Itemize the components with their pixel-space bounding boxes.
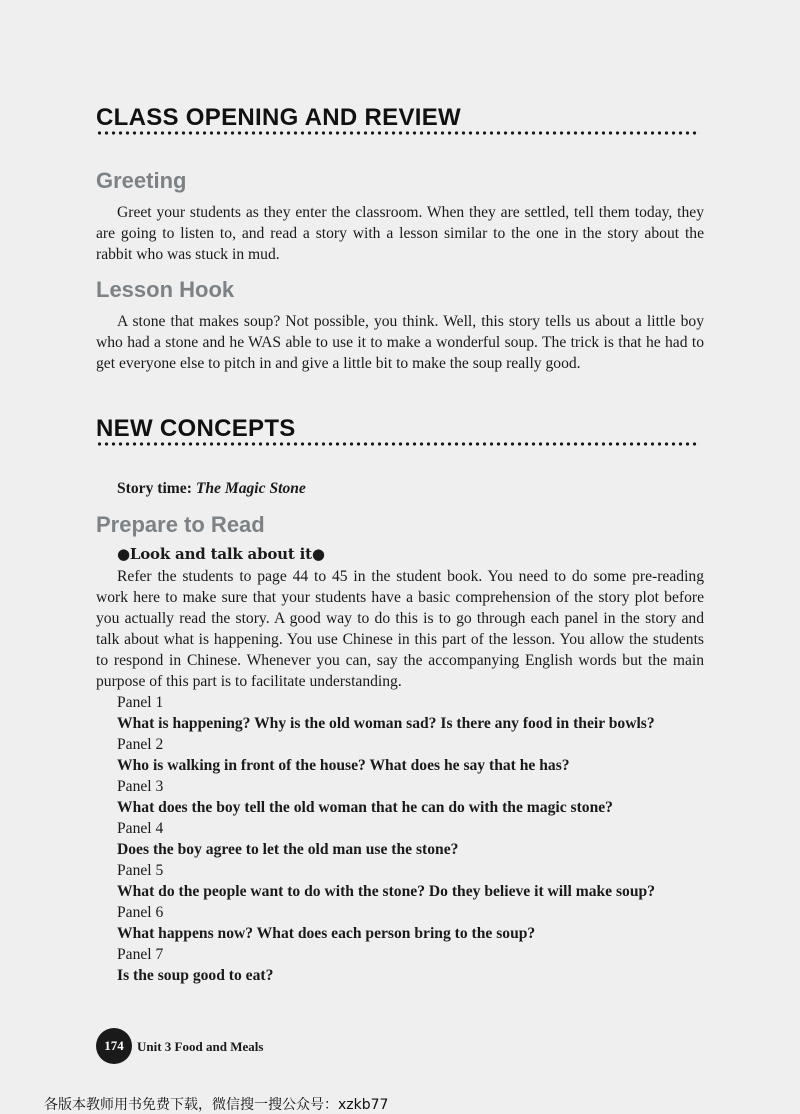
greeting-heading: Greeting [96,168,187,193]
panel-question: What do the people want to do with the stone? Do they believe it will make soup? [117,883,655,900]
page-number-badge: 174 [96,1028,132,1064]
watermark-text: 各版本教师用书免费下载，微信搜一搜公众号：xzkb77 [44,1097,389,1113]
story-time-label: Story time: [117,480,192,497]
panel-label: Panel 4 [117,820,164,837]
prepare-text: Refer the students to page 44 to 45 in the student book. You need to do some pre-reading work here to make sure that your students have a basic comprehension of the story plot before you actually read the story. A good way to do this is to go through each panel in the story and talk about what is happening. You use Chinese in this part of the lesson. You allow the students to respond in Chinese. Whenever you can, say the accompanying English words but the main purpose of this part is to facilitate understanding. [96,568,704,690]
panel-question: Does the boy agree to let the old man use the stone? [117,841,459,858]
panel-label: Panel 6 [117,904,164,921]
greeting-text: Greet your students as they enter the classroom. When they are settled, tell them today, they are going to listen to, and read a story with a lesson similar to the one in the story about the rabbit who was stuck in mud. [96,204,704,263]
story-time-line [117,478,306,499]
story-title: The Magic Stone [195,480,306,497]
panel-question: What happens now? What does each person bring to the soup? [117,925,536,942]
dotted-divider [96,131,700,135]
panel-label: Panel 3 [117,778,164,795]
footer-unit-title: Unit 3 Food and Meals [137,1039,264,1054]
lesson-hook-text: A stone that makes soup? Not possible, you think. Well, this story tells us about a little boy who had a stone and he WAS able to use it to make a wonderful soup. The trick is that he had to get everyone else to pitch in and give a little bit to make the soup really good. [96,313,704,372]
look-and-talk-bullet: ●Look and talk about it● [117,545,325,563]
lesson-hook-heading: Lesson Hook [96,277,235,302]
panel-label: Panel 5 [117,862,164,879]
panel-question: What does the boy tell the old woman that he can do with the magic stone? [117,799,613,816]
section-title-opening: CLASS OPENING AND REVIEW [96,104,462,131]
panel-label: Panel 7 [117,946,164,963]
panel-label: Panel 2 [117,736,164,753]
panel-question: Is the soup good to eat? [117,967,274,984]
prepare-to-read-heading: Prepare to Read [96,512,265,537]
panel-label: Panel 1 [117,694,164,711]
section-title-new-concepts: NEW CONCEPTS [96,415,296,442]
dotted-divider [96,442,700,446]
panel-question: What is happening? Why is the old woman sad? Is there any food in their bowls? [117,715,655,732]
panel-question: Who is walking in front of the house? What does he say that he has? [117,757,570,774]
